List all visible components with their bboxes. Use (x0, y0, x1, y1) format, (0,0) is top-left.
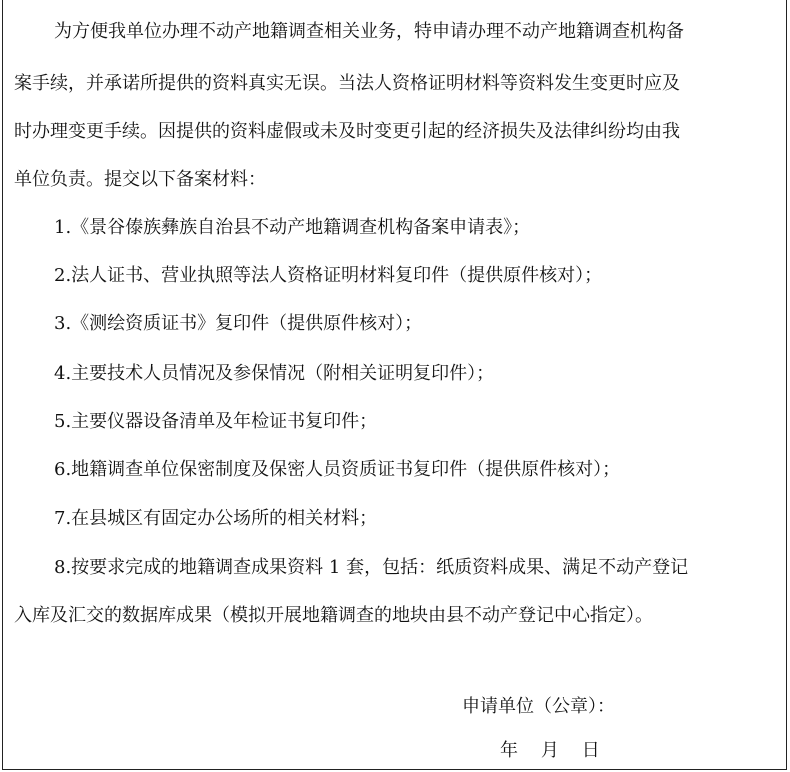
intro-line-4: 单位负责。提交以下备案材料： (14, 169, 266, 190)
list-item-5: 5.主要仪器设备清单及年检证书复印件； (54, 411, 378, 432)
list-item-8: 8.按要求完成的地籍调查成果资料 1 套，包括：纸质资料成果、满足不动产登记 (54, 557, 689, 578)
intro-line-3: 时办理变更手续。因提供的资料虚假或未及时变更引起的经济损失及法律纠纷均由我 (14, 121, 680, 142)
list-item-6: 6.地籍调查单位保密制度及保密人员资质证书复印件（提供原件核对）； (54, 459, 621, 480)
applicant-label: 申请单位（公章）： (462, 696, 615, 717)
list-item-8-continued: 入库及汇交的数据库成果（模拟开展地籍调查的地块由县不动产登记中心指定）。 (14, 605, 653, 626)
list-item-1: 1.《景谷傣族彝族自治县不动产地籍调查机构备案申请表》； (54, 217, 531, 238)
intro-line-1: 为方便我单位办理不动产地籍调查相关业务，特申请办理不动产地籍调查机构备 (54, 21, 684, 42)
list-item-4: 4.主要技术人员情况及参保情况（附相关证明复印件）； (54, 363, 495, 384)
list-item-3: 3.《测绘资质证书》复印件（提供原件核对）； (54, 313, 423, 334)
list-item-7: 7.在县城区有固定办公场所的相关材料； (54, 508, 378, 529)
list-item-2: 2.法人证书、营业执照等法人资格证明材料复印件（提供原件核对）； (54, 265, 603, 286)
intro-line-2: 案手续，并承诺所提供的资料真实无误。当法人资格证明材料等资料发生变更时应及 (14, 73, 680, 94)
date-line: 年 月 日 (500, 740, 600, 761)
